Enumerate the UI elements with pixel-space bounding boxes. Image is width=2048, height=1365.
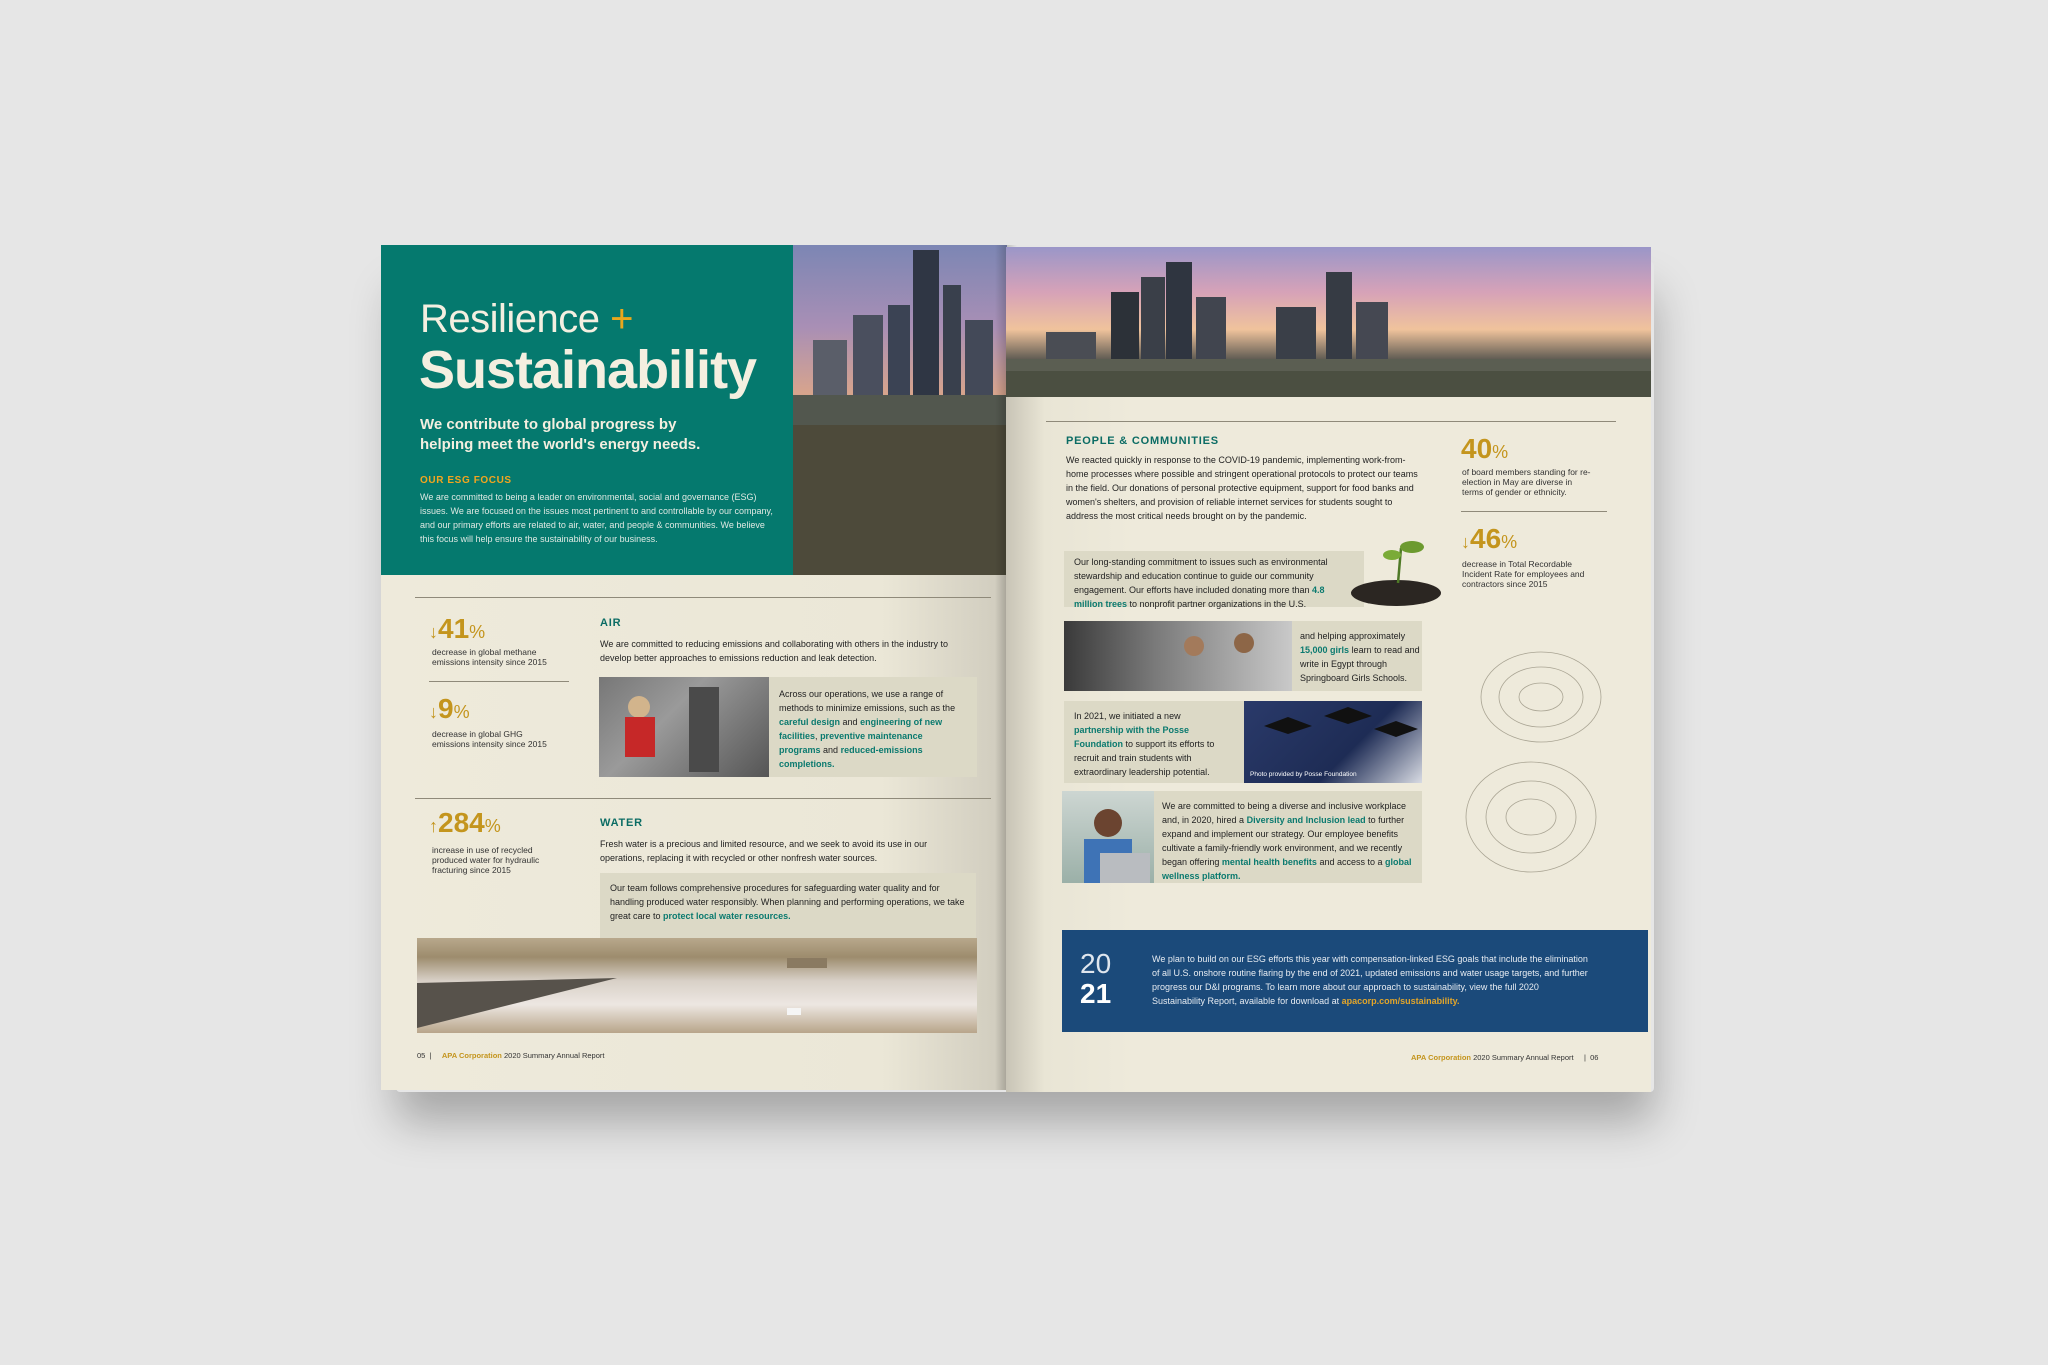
right-footer: APA Corporation 2020 Summary Annual Report | 06 <box>1411 1053 1599 1062</box>
trees-box-text: Our long-standing commitment to issues such as environmental stewardship and education continue to guide our community engagement. Our efforts have included donating more than 4.8 million trees to nonprofit partner organizations in the U.S. <box>1074 557 1328 609</box>
rule-stat <box>429 681 569 682</box>
intro-text: We contribute to global progress by helping meet the world's energy needs. <box>420 416 701 453</box>
title-light: Resilience + <box>420 297 634 341</box>
di-box <box>1154 791 1422 883</box>
right-page <box>1006 247 1651 1092</box>
air-text: We are committed to reducing emissions and collaborating with others in the industry to develop better approaches to emissions reduction and leak detection. <box>600 639 949 663</box>
stat-methane: ↓41% <box>429 613 486 644</box>
left-footer: 05 | APA Corporation 2020 Summary Annual Report <box>417 1051 605 1060</box>
title-bold: Sustainability <box>419 340 757 400</box>
rule-air <box>415 597 991 598</box>
city-skyline-photo-left <box>793 245 1007 575</box>
stat-methane-caption: decrease in global methane emissions intensity since 2015 <box>432 647 547 667</box>
band-text: We plan to build on our ESG efforts this year with compensation-linked ESG goals that include the elimination of all U.S. onshore routine flaring by the end of 2021, updated emissions and water usage targets, and further progress our D&I programs. To learn more about our approach to sustainability, view the full 2020 Sustainability Report, available for download at apacorp.com/sustainability. <box>1152 954 1588 1006</box>
stat-board: 40% <box>1461 433 1509 464</box>
water-pond-photo <box>417 938 977 1033</box>
girls-box <box>1292 621 1422 691</box>
stat-board-caption: of board members standing for re-election in May are diverse in terms of gender or ethnicity. <box>1462 467 1591 497</box>
air-heading: AIR <box>600 617 622 629</box>
water-text: Fresh water is a precious and limited resource, and we seek to avoid its use in our operations, replacing it with recycled or other nonfresh water sources. <box>600 839 928 863</box>
air-box <box>769 677 977 777</box>
stat-ghg: ↓9% <box>429 693 470 724</box>
stat-water-caption: increase in use of recycled produced water for hydraulic fracturing since 2015 <box>432 845 540 875</box>
stat-ghg-caption: decrease in global GHG emissions intensity since 2015 <box>432 729 547 749</box>
left-page <box>381 245 1007 1090</box>
photo-credit: Photo provided by Posse Foundation <box>1250 771 1357 778</box>
people-heading: PEOPLE & COMMUNITIES <box>1066 435 1219 447</box>
city-skyline-photo-right <box>1006 247 1651 397</box>
band-year-top: 20 <box>1080 948 1112 979</box>
rule-stat-right <box>1461 511 1607 512</box>
outlook-band <box>1062 930 1648 1032</box>
stat-trir-caption: decrease in Total Recordable Incident Rate for employees and contractors since 2015 <box>1462 559 1585 589</box>
stat-trir: ↓46% <box>1461 523 1518 554</box>
girls-school-photo <box>1064 621 1292 691</box>
graduates-photo <box>1244 701 1422 783</box>
posse-box-text: In 2021, we initiated a new partnership with the Posse Foundation to support its efforts to recruit and train students with extraordinary leadership potential. <box>1074 711 1215 777</box>
water-box <box>600 873 976 941</box>
girls-box-text: and helping approximately 15,000 girls learn to read and write in Egypt through Springboard Girls Schools. <box>1300 631 1420 683</box>
sustainability-link[interactable]: apacorp.com/sustainability. <box>1341 996 1460 1006</box>
di-box-text: We are committed to being a diverse and inclusive workplace and, in 2020, hired a Diversity and Inclusion lead to further expand and implement our strategy. Our employee benefits cultivate a family-friendly work environment, and we recently began offering mental health benefits and access to a global wellness platform. <box>1162 801 1412 881</box>
water-box-text: Our team follows comprehensive procedures for safeguarding water quality and for handling produced water responsibly. When planning and performing operations, we take great care to protect local water resources. <box>610 883 965 921</box>
sapling-photo <box>1346 533 1446 607</box>
stat-water: ↑284% <box>429 807 501 838</box>
air-box-text: Across our operations, we use a range of methods to minimize emissions, such as the careful design and engineering of new facilities, preventive maintenance programs and reduced-emissions completions. <box>779 689 956 769</box>
di-lead-photo <box>1062 791 1154 883</box>
rule-water <box>415 798 991 799</box>
rule-people <box>1046 421 1616 422</box>
worker-photo <box>599 677 769 777</box>
title-panel <box>381 245 793 575</box>
band-year-bottom: 21 <box>1080 978 1112 1009</box>
esg-focus-heading: OUR ESG FOCUS <box>420 475 512 486</box>
people-text: We reacted quickly in response to the COVID-19 pandemic, implementing work-from-home processes where possible and stringent operational protocols to protect our teams in the field. Our donations of personal protective equipment, support for food banks and women's shelters, and provision of reliable internet services for students sought to address the most critical needs brought on by the pandemic. <box>1066 455 1418 521</box>
trees-box <box>1064 551 1364 607</box>
esg-focus-text: We are committed to being a leader on environmental, social and governance (ESG) issues. We are focused on the issues most pertinent to and controllable by our company, and our primary efforts are related to air, water, and people & communities. We believe this focus will help ensure the sustainability of our business. <box>420 492 773 544</box>
topographic-pattern <box>1461 617 1621 907</box>
water-heading: WATER <box>600 817 643 829</box>
